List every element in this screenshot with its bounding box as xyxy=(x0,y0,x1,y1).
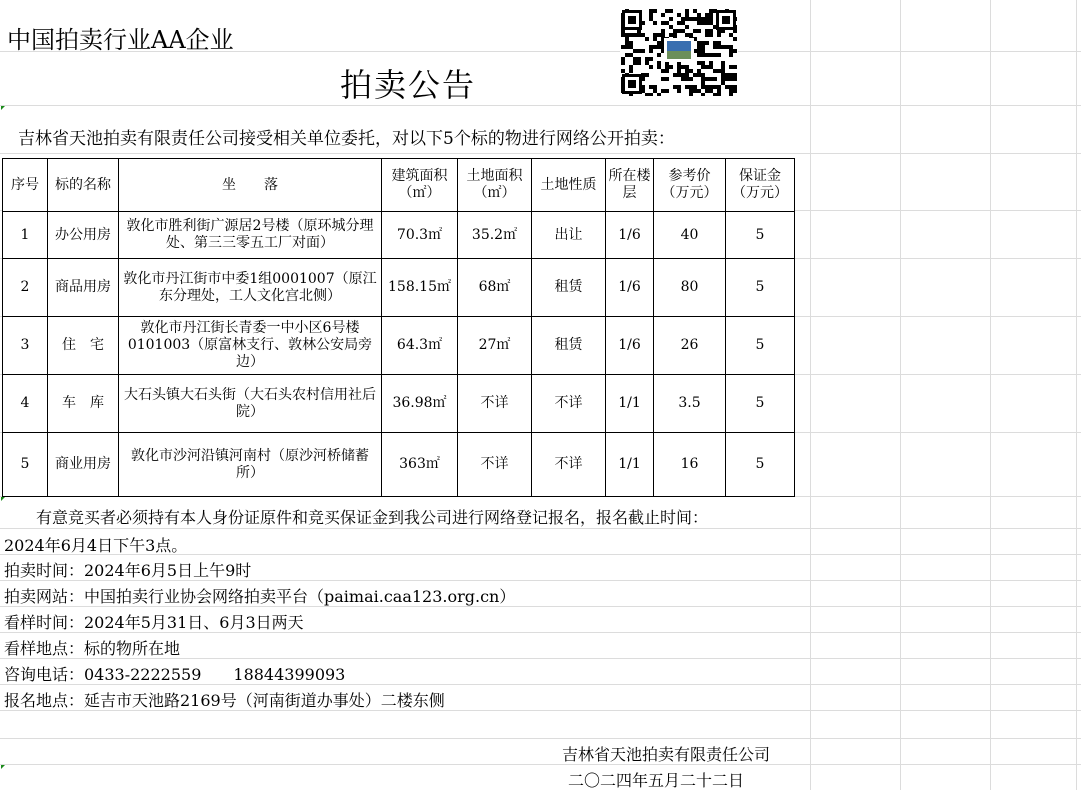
table-row xyxy=(3,375,795,433)
header-price: 参考价（万元） xyxy=(654,159,726,212)
row-floor: 1/1 xyxy=(606,375,654,433)
row-land-type: 租赁 xyxy=(532,259,606,317)
qr-code xyxy=(620,8,738,96)
row-deposit: 5 xyxy=(726,433,795,497)
row-land-area: 不详 xyxy=(458,375,532,433)
row-name: 商品用房 xyxy=(48,259,119,317)
row-location: 大石头镇大石头街（大石头农村信用社后院） xyxy=(119,375,382,433)
viewing-place: 看样地点：标的物所在地 xyxy=(4,639,181,658)
row-price: 40 xyxy=(654,212,726,259)
row-land-area: 35.2㎡ xyxy=(458,212,532,259)
row-land-area: 不详 xyxy=(458,433,532,497)
row-land-area: 68㎡ xyxy=(458,259,532,317)
intro-text: 吉林省天池拍卖有限责任公司接受相关单位委托，对以下5个标的物进行网络公开拍卖： xyxy=(18,129,675,149)
row-floor: 1/1 xyxy=(606,433,654,497)
row-location: 敦化市丹江街市中委1组0001007（原江东分理处，工人文化宫北侧） xyxy=(119,259,382,317)
row-location: 敦化市胜利街广源居2号楼（原环城分理处、第三三零五工厂对面） xyxy=(119,212,382,259)
header-land-area: 土地面积（㎡） xyxy=(458,159,532,212)
row-floor: 1/6 xyxy=(606,212,654,259)
row-no: 5 xyxy=(3,433,48,497)
row-land-type: 出让 xyxy=(532,212,606,259)
table-row xyxy=(3,212,795,259)
table-header-row xyxy=(3,159,795,212)
row-no: 2 xyxy=(3,259,48,317)
row-deposit: 5 xyxy=(726,375,795,433)
row-no: 3 xyxy=(3,317,48,375)
row-building-area: 70.3㎡ xyxy=(382,212,458,259)
table-row xyxy=(3,259,795,317)
registration-notice: 有意竞买者必须持有本人身份证原件和竞买保证金到我公司进行网络登记报名，报名截止时间： xyxy=(36,508,709,527)
row-price: 3.5 xyxy=(654,375,726,433)
row-deposit: 5 xyxy=(726,259,795,317)
row-name: 办公用房 xyxy=(48,212,119,259)
row-land-area: 27㎡ xyxy=(458,317,532,375)
row-land-type: 不详 xyxy=(532,433,606,497)
notice-title: 拍卖公告 xyxy=(340,66,477,104)
header-building-area: 建筑面积（㎡） xyxy=(382,159,458,212)
lots-table xyxy=(2,158,795,497)
header-deposit: 保证金（万元） xyxy=(726,159,795,212)
table-row xyxy=(3,317,795,375)
row-floor: 1/6 xyxy=(606,259,654,317)
row-building-area: 363㎡ xyxy=(382,433,458,497)
row-building-area: 36.98㎡ xyxy=(382,375,458,433)
row-floor: 1/6 xyxy=(606,317,654,375)
row-no: 1 xyxy=(3,212,48,259)
registration-deadline: 2024年6月4日下午3点。 xyxy=(4,536,188,555)
row-price: 16 xyxy=(654,433,726,497)
row-name: 住 宅 xyxy=(48,317,119,375)
row-building-area: 64.3㎡ xyxy=(382,317,458,375)
table-row xyxy=(3,433,795,497)
row-price: 26 xyxy=(654,317,726,375)
registration-place: 报名地点：延吉市天池路2169号（河南街道办事处）二楼东侧 xyxy=(4,691,445,710)
row-building-area: 158.15㎡ xyxy=(382,259,458,317)
row-no: 4 xyxy=(3,375,48,433)
row-name: 车 库 xyxy=(48,375,119,433)
notice-date: 二〇二四年五月二十二日 xyxy=(568,771,745,790)
header-floor: 所在楼层 xyxy=(606,159,654,212)
header-location: 坐 落 xyxy=(119,159,382,212)
company-title: 中国拍卖行业AA企业 xyxy=(7,26,234,54)
row-price: 80 xyxy=(654,259,726,317)
viewing-time: 看样时间：2024年5月31日、6月3日两天 xyxy=(4,613,304,632)
row-location: 敦化市丹江街长青委一中小区6号楼0101003（原富林支行、敦林公安局旁边） xyxy=(119,317,382,375)
header-no: 序号 xyxy=(3,159,48,212)
auction-website: 拍卖网站：中国拍卖行业协会网络拍卖平台（paimai.caa123.org.cn） xyxy=(4,587,516,606)
contact-phone: 咨询电话：0433-2222559 18844399093 xyxy=(4,665,346,684)
signer-company: 吉林省天池拍卖有限责任公司 xyxy=(562,745,771,764)
row-deposit: 5 xyxy=(726,317,795,375)
header-name: 标的名称 xyxy=(48,159,119,212)
auction-time: 拍卖时间：2024年6月5日上午9时 xyxy=(4,561,252,580)
row-land-type: 租赁 xyxy=(532,317,606,375)
row-deposit: 5 xyxy=(726,212,795,259)
header-land-type: 土地性质 xyxy=(532,159,606,212)
row-name: 商业用房 xyxy=(48,433,119,497)
row-land-type: 不详 xyxy=(532,375,606,433)
row-location: 敦化市沙河沿镇河南村（原沙河桥储蓄所） xyxy=(119,433,382,497)
